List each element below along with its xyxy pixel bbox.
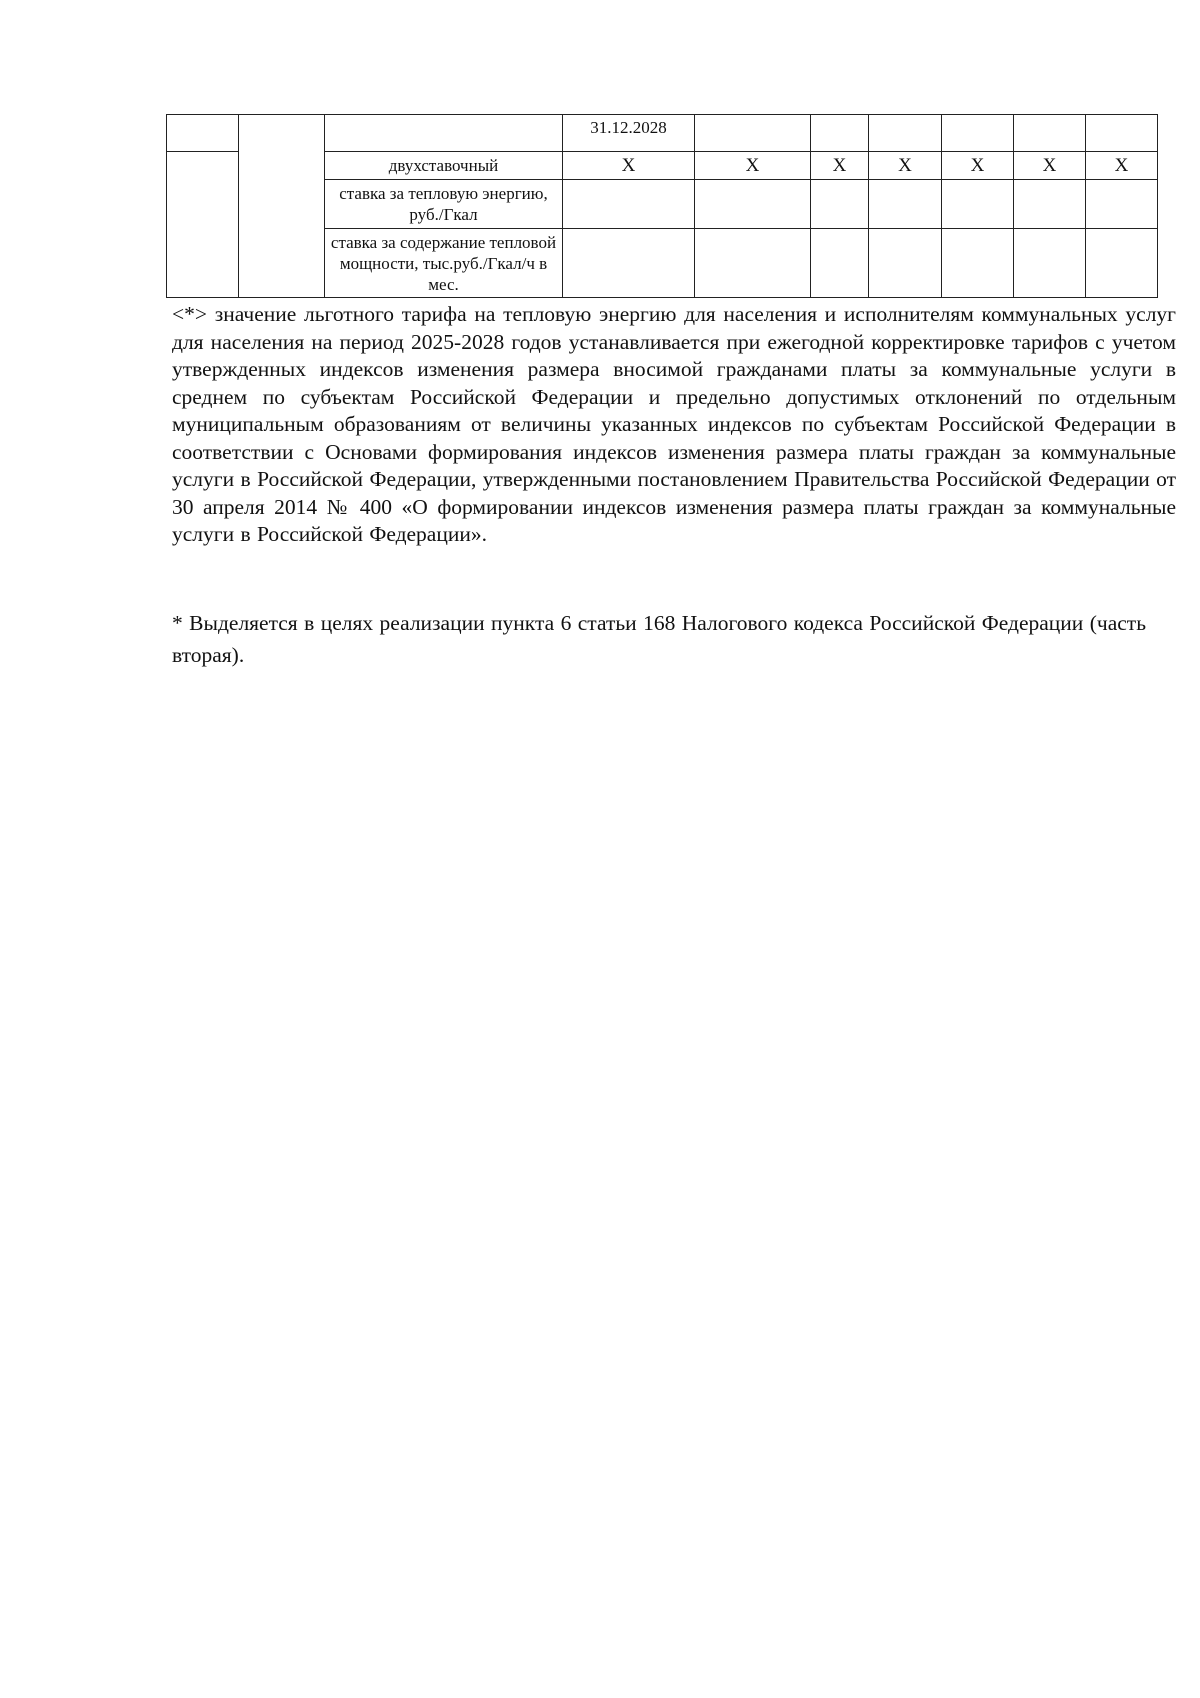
- table-cell-empty: [167, 115, 239, 152]
- table-cell-empty: [1014, 229, 1086, 298]
- table-cell-empty: [811, 180, 869, 229]
- table-cell-mark: X: [811, 152, 869, 180]
- table-cell-empty: [1086, 115, 1158, 152]
- table-cell-empty: [695, 180, 811, 229]
- table-cell-empty: [563, 180, 695, 229]
- table-cell-empty: [1014, 180, 1086, 229]
- table-cell-label: ставка за тепловую энергию, руб./Гкал: [325, 180, 563, 229]
- footnote-tax-code: * Выделяется в целях реализации пункта 6 статьи 168 Налогового кодекса Российской Федерации (часть вторая).: [172, 611, 1146, 667]
- table-cell-mark: X: [1014, 152, 1086, 180]
- table-cell-empty: [1086, 229, 1158, 298]
- table-cell-empty: [869, 115, 942, 152]
- table-cell-empty: [869, 229, 942, 298]
- table-cell-mark: X: [1086, 152, 1158, 180]
- table-cell-empty: [1086, 180, 1158, 229]
- table-cell-empty: [695, 115, 811, 152]
- footnote-preferential-tariff: <*> значение льготного тарифа на тепловую энергию для населения и исполнителям коммунальных услуг для населения на период 2025-2028 годов устанавливается при ежегодной корректировке тарифов с учетом утвержденных индексов изменения размера вносимой гражданами платы за коммунальные услуги в среднем по субъектам Российской Федерации и предельно допустимых отклонений по отдельным муниципальным образованиям от величины указанных индексов по субъектам Российской Федерации в соответствии с Основами формирования индексов изменения размера платы граждан за коммунальные услуги в Российской Федерации, утвержденными постановлением Правительства Российской Федерации от 30 апреля 2014 № 400 «О формировании индексов изменения размера платы граждан за коммунальные услуги в Российской Федерации».: [172, 302, 1176, 546]
- table-cell-period-end: 31.12.2028: [563, 115, 695, 152]
- table-cell-empty: [811, 229, 869, 298]
- table-cell-empty: [942, 115, 1014, 152]
- table-cell-mark: X: [942, 152, 1014, 180]
- tariff-table: [166, 114, 1158, 298]
- table-cell-empty: [1014, 115, 1086, 152]
- table-cell-label: ставка за содержание тепловой мощности, тыс.руб./Гкал/ч в мес.: [325, 229, 563, 298]
- table-cell-merged: [167, 152, 239, 298]
- table-cell-merged: [239, 115, 325, 298]
- table-cell-empty: [325, 115, 563, 152]
- table-cell-empty: [942, 229, 1014, 298]
- table-cell-empty: [869, 180, 942, 229]
- table-cell-empty: [811, 115, 869, 152]
- table-cell-empty: [563, 229, 695, 298]
- table-cell-mark: X: [563, 152, 695, 180]
- table-cell-mark: X: [869, 152, 942, 180]
- table-cell-mark: X: [695, 152, 811, 180]
- table-cell-empty: [942, 180, 1014, 229]
- table-cell-label: двухставочный: [325, 152, 563, 180]
- table-cell-empty: [695, 229, 811, 298]
- table-row-date: [167, 115, 1158, 152]
